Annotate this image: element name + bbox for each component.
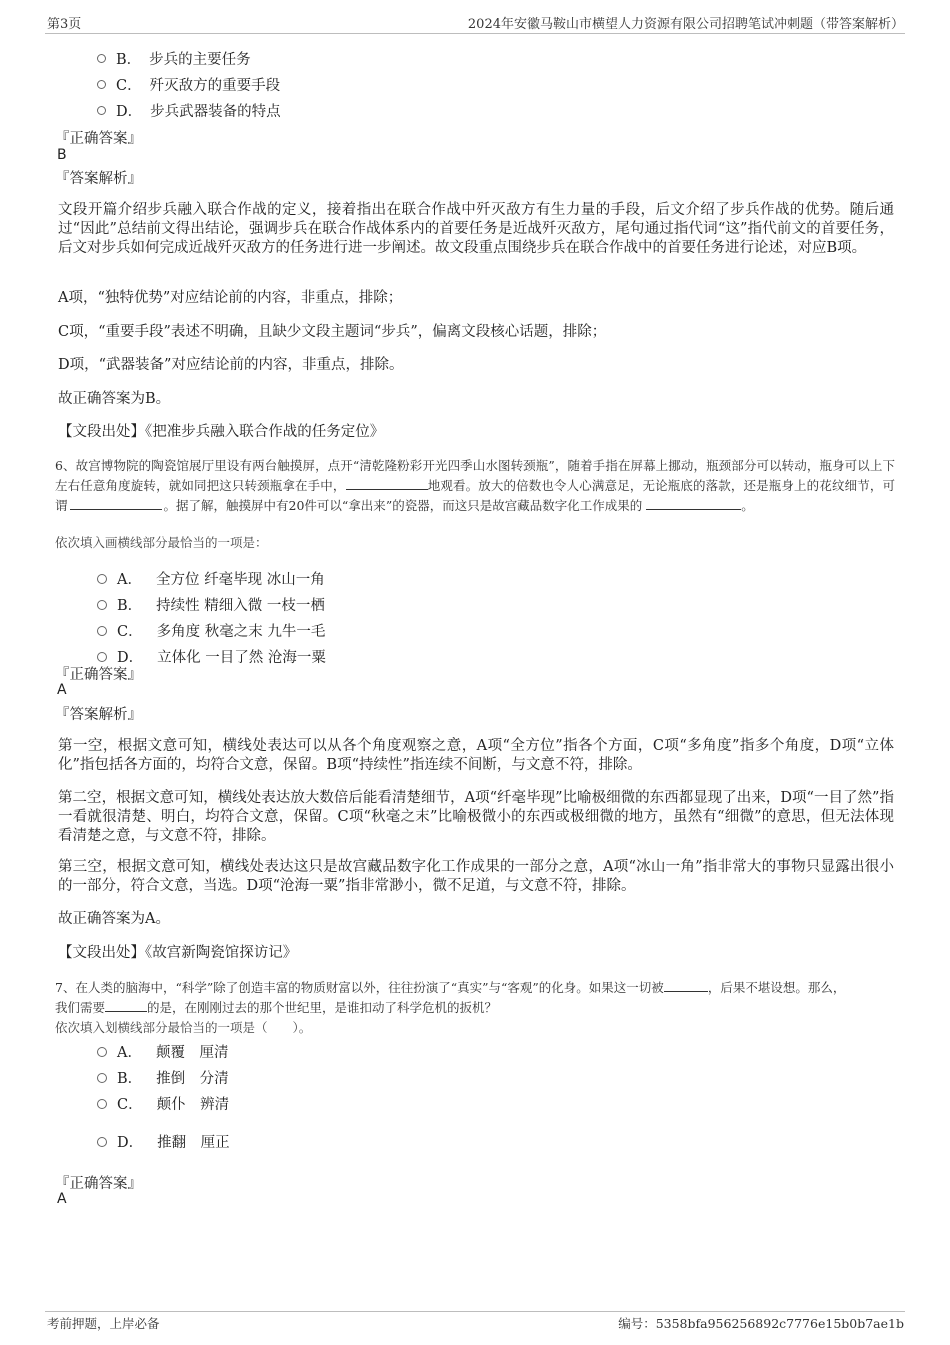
- q7-option-a[interactable]: A． 颠覆 厘清: [97, 1041, 228, 1062]
- source-citation: 【文段出处】《故宫新陶瓷馆探访记》: [58, 945, 298, 961]
- radio-icon[interactable]: [97, 1047, 107, 1057]
- q5-option-b[interactable]: B． 步兵的主要任务: [97, 48, 251, 69]
- fill-blank: [646, 496, 741, 510]
- analysis-label: 『答案解析』: [55, 171, 142, 187]
- fill-blank: [346, 476, 428, 490]
- analysis-paragraph: 第一空，根据文意可知，横线处表达可以从各个角度观察之意，A项“全方位”指各个方面，C项“多角度”指多个角度，D项“立体化”指包括各方面的，均符合文意，保留。B项“持续性”指连续不间断，与文意不符，排除。: [58, 738, 894, 773]
- analysis-paragraph: A项，“独特优势”对应结论前的内容，非重点，排除；: [58, 290, 403, 306]
- radio-icon[interactable]: [97, 54, 106, 63]
- answer-value: A: [57, 1191, 67, 1207]
- q6-option-a[interactable]: A． 全方位 纤毫毕现 冰山一角: [97, 568, 325, 589]
- question-stem: 7、在人类的脑海中，“科学”除了创造丰富的物质财富以外，往往扮演了“真实”与“客观”的化身。如果这一切被 ，后果不堪设想。那么， 我们需要 的是，在刚刚过去的那个世纪里，是谁扣动了科学危机的扳机？: [55, 980, 846, 1015]
- header-rule: [45, 33, 905, 34]
- q7-option-c[interactable]: C． 颠仆 辨清: [97, 1093, 229, 1114]
- radio-icon[interactable]: [97, 106, 106, 115]
- analysis-paragraph: 故正确答案为B。: [58, 391, 171, 407]
- radio-icon[interactable]: [97, 652, 107, 662]
- source-citation: 【文段出处】《把准步兵融入联合作战的任务定位》: [58, 424, 385, 440]
- question-stem: 6、故宫博物院的陶瓷馆展厅里设有两台触摸屏，点开“清乾隆粉彩开光四季山水图转颈瓶”，随着手指在屏幕上挪动，瓶颈部分可以转动，瓶身可以上下左右任意角度旋转，就如同把这只转颈瓶拿在手中， 地观看。放大的倍数也令人心满意足，无论瓶底的落款，还是瓶身上的花纹细节，可谓 。据了解，触摸屏中有20件可以“拿出来”的瓷器，而这只是故宫藏品数字化工作成果的 。: [55, 458, 895, 513]
- q5-option-c[interactable]: C． 歼灭敌方的重要手段: [97, 74, 280, 95]
- analysis-paragraph: 文段开篇介绍步兵融入联合作战的定义，接着指出在联合作战中歼灭敌方有生力量的手段，后文介绍了步兵作战的优势。随后通过“因此”总结前文得出结论，强调步兵在联合作战体系内的首要任务是近战歼灭敌方，尾句通过指代词“这”指代前文的首要任务，后文对步兵如何完成近战歼灭敌方的任务进行进一步阐述。故文段重点围绕步兵在联合作战中的首要任务进行论述，对应B项。: [58, 202, 894, 256]
- analysis-paragraph: 故正确答案为A。: [58, 911, 170, 927]
- answer-label: 『正确答案』: [55, 667, 142, 683]
- q5-option-d[interactable]: D． 步兵武器装备的特点: [97, 100, 281, 121]
- analysis-paragraph: D项，“武器装备”对应结论前的内容，非重点，排除。: [58, 357, 404, 373]
- analysis-paragraph: 第二空，根据文意可知，横线处表达放大数倍后能看清楚细节，A项“纤毫毕现”比喻极细微的东西都显现了出来，D项“一目了然”指一看就很清楚、明白，均符合文意，保留。C项“秋毫之末”比喻极微小的东西或极细微的地方，虽然有“细微”的意思，但无法体现看清楚之意，与文意不符，排除。: [58, 790, 894, 844]
- page-number: 第3页: [47, 17, 82, 32]
- q6-option-c[interactable]: C． 多角度 秋毫之末 九牛一毛: [97, 620, 325, 641]
- answer-value: B: [57, 147, 67, 163]
- footer-slogan: 考前押题，上岸必备: [47, 1316, 160, 1331]
- footer-rule: [45, 1311, 905, 1312]
- fill-blank: [105, 998, 147, 1012]
- question-prompt: 依次填入划横线部分最恰当的一项是（ ）。: [55, 1020, 312, 1035]
- question-prompt: 依次填入画横线部分最恰当的一项是：: [55, 535, 268, 550]
- answer-label: 『正确答案』: [55, 1176, 142, 1192]
- document-title: 2024年安徽马鞍山市横望人力资源有限公司招聘笔试冲刺题（带答案解析）: [467, 17, 904, 32]
- radio-icon[interactable]: [97, 600, 107, 610]
- analysis-paragraph: 第三空，根据文意可知，横线处表达这只是故宫藏品数字化工作成果的一部分之意，A项“冰山一角”指非常大的事物只显露出很小的一部分，符合文意，当选。D项“沧海一粟”指非常渺小，微不足道，与文意不符，排除。: [58, 859, 894, 894]
- radio-icon[interactable]: [97, 1137, 107, 1147]
- q6-option-b[interactable]: B． 持续性 精细入微 一枝一栖: [97, 594, 325, 615]
- radio-icon[interactable]: [97, 80, 106, 89]
- radio-icon[interactable]: [97, 1073, 107, 1083]
- radio-icon[interactable]: [97, 1099, 107, 1109]
- answer-label: 『正确答案』: [55, 131, 142, 147]
- analysis-paragraph: C项，“重要手段”表述不明确，且缺少文段主题词“步兵”，偏离文段核心话题，排除；: [58, 324, 607, 340]
- fill-blank: [664, 978, 708, 992]
- radio-icon[interactable]: [97, 574, 107, 584]
- fill-blank: [70, 496, 162, 510]
- document-id: 编号：5358bfa956256892c7776e15b0b7ae1b: [618, 1316, 904, 1331]
- answer-value: A: [57, 682, 67, 698]
- q6-option-d[interactable]: D． 立体化 一目了然 沧海一粟: [97, 646, 326, 667]
- radio-icon[interactable]: [97, 626, 107, 636]
- q7-option-b[interactable]: B． 推倒 分清: [97, 1067, 229, 1088]
- q7-option-d[interactable]: D． 推翻 厘正: [97, 1131, 230, 1152]
- analysis-label: 『答案解析』: [55, 707, 142, 723]
